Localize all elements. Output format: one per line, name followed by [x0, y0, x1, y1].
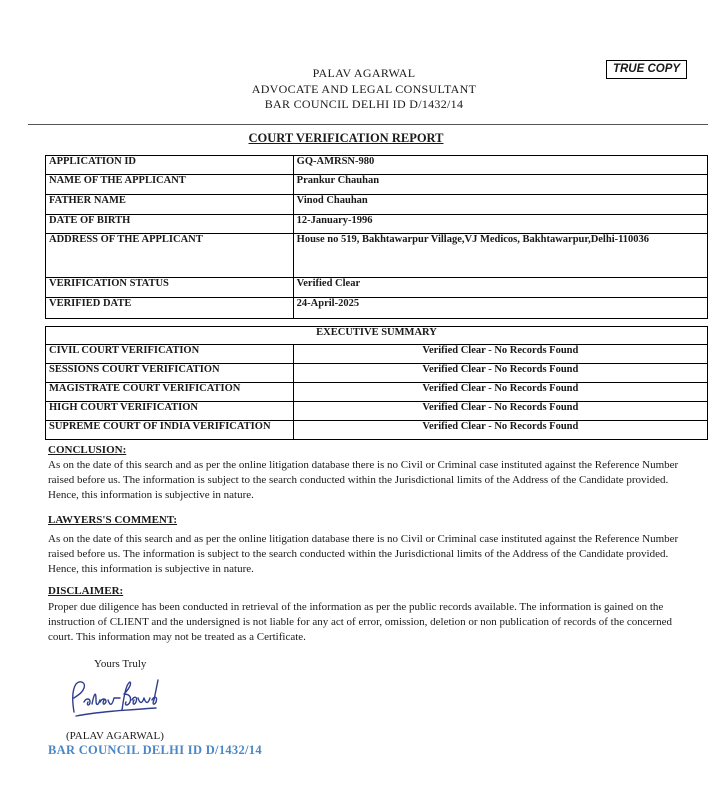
table-row [46, 215, 708, 234]
summary-value: Verified Clear - No Records Found [293, 421, 707, 440]
table-row [46, 327, 708, 345]
table-row [46, 278, 708, 298]
detail-label: DATE OF BIRTH [46, 215, 294, 234]
table-row [46, 195, 708, 215]
detail-value: GQ-AMRSN-980 [293, 156, 707, 175]
summary-label: HIGH COURT VERIFICATION [46, 402, 294, 421]
conclusion-text: As on the date of this search and as per the online litigation database there is no Civil or Criminal case instituted against the Reference Number raised before us. The information is subject to the search conducted within the Jurisdictional limits of the Address of the Candidate provided. Hence, this information is subjective in nature. [48, 459, 679, 501]
table-row [46, 234, 708, 278]
detail-value: Vinod Chauhan [293, 195, 707, 215]
advocate-name: PALAV AGARWAL [312, 66, 416, 80]
advocate-bar-id: BAR COUNCIL DELHI ID D/1432/14 [264, 97, 464, 111]
footer-bar-id: BAR COUNCIL DELHI ID D/1432/14 [48, 743, 262, 757]
table-row [46, 383, 708, 402]
detail-value: Prankur Chauhan [293, 175, 707, 195]
detail-value: 12-January-1996 [293, 215, 707, 234]
true-copy-stamp: TRUE COPY [606, 60, 687, 79]
executive-summary-table [45, 326, 708, 440]
signature-image [66, 676, 166, 722]
lawyers-comment-text: As on the date of this search and as per the online litigation database there is no Civil or Criminal case instituted against the Reference Number raised before us. The information is subject to the search conducted within the Jurisdictional limits of the Address of the Candidate provided. Hence, this information is subjective in nature. [48, 533, 679, 575]
table-row [46, 175, 708, 195]
table-row [46, 364, 708, 383]
summary-label: CIVIL COURT VERIFICATION [46, 345, 294, 364]
summary-value: Verified Clear - No Records Found [293, 364, 707, 383]
summary-value: Verified Clear - No Records Found [293, 402, 707, 421]
advocate-title: ADVOCATE AND LEGAL CONSULTANT [251, 82, 477, 96]
header-divider [28, 124, 708, 125]
summary-label: SESSIONS COURT VERIFICATION [46, 364, 294, 383]
summary-value: Verified Clear - No Records Found [293, 383, 707, 402]
detail-label: VERIFICATION STATUS [46, 278, 294, 298]
detail-label: NAME OF THE APPLICANT [46, 175, 294, 195]
closing-text: Yours Truly [94, 658, 147, 670]
signatory-name: (PALAV AGARWAL) [66, 730, 164, 742]
disclaimer-text: Proper due diligence has been conducted in retrieval of the information as per the public records available. The information is gained on the instruction of CLIENT and the undersigned is not liable for any act of error, omission, deletion or non publication of records of the concerned court. This information may not be treated as a Certificate. [48, 601, 673, 643]
lawyers-comment-title: LAWYERS'S COMMENT: [48, 514, 178, 526]
applicant-details-table [45, 155, 708, 319]
detail-label: FATHER NAME [46, 195, 294, 215]
detail-value: 24-April-2025 [293, 298, 707, 319]
table-row [46, 421, 708, 440]
conclusion-title: CONCLUSION: [48, 444, 127, 456]
detail-label: APPLICATION ID [46, 156, 294, 175]
summary-label: SUPREME COURT OF INDIA VERIFICATION [46, 421, 294, 440]
table-row [46, 156, 708, 175]
detail-value: Verified Clear [293, 278, 707, 298]
table-row [46, 402, 708, 421]
summary-heading: EXECUTIVE SUMMARY [46, 327, 708, 345]
summary-label: MAGISTRATE COURT VERIFICATION [46, 383, 294, 402]
summary-value: Verified Clear - No Records Found [293, 345, 707, 364]
disclaimer-title: DISCLAIMER: [48, 585, 124, 597]
detail-label: ADDRESS OF THE APPLICANT [46, 234, 294, 278]
report-title: COURT VERIFICATION REPORT [248, 131, 444, 145]
detail-label: VERIFIED DATE [46, 298, 294, 319]
detail-value: House no 519, Bakhtawarpur Village,VJ Medicos, Bakhtawarpur,Delhi-110036 [293, 234, 707, 278]
table-row [46, 345, 708, 364]
table-row [46, 298, 708, 319]
